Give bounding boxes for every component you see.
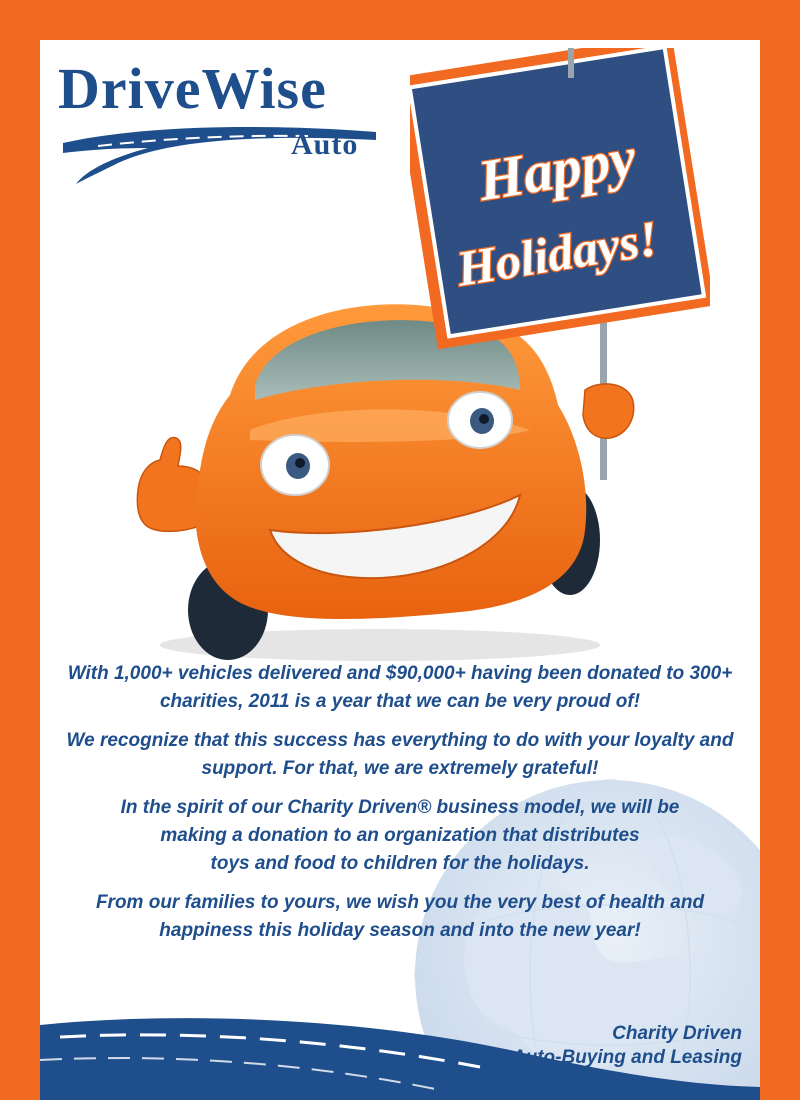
sign-lettering [410,48,710,378]
happy-holidays-sign [410,48,710,378]
logo-subtitle: Auto [291,128,359,161]
holiday-card [40,40,760,1100]
message-line: making a donation to an organization that distributes [160,825,640,846]
message-paragraph: From our families to yours, we wish you the very best of health and happiness this holiday season and into the new year! [95,892,705,941]
tagline-line: Auto-Buying and Leasing [511,1047,742,1068]
message-paragraph: With 1,000+ vehicles delivered and $90,000+ having been donated to 300+ charities, 2011 is a year that we can be very proud of! [67,663,733,712]
tagline-line: Charity Driven [612,1023,742,1044]
drivewise-logo [58,56,388,190]
message-line: toys and food to children for the holidays. [210,853,590,874]
tagline [512,1022,742,1070]
logo-wordmark: DriveWise [58,56,327,121]
holiday-message [60,660,740,956]
message-line: In the spirit of our Charity Driven® business model, we will be [120,797,680,818]
sign-line-holidays: Holidays! [452,209,662,297]
message-paragraph-charity [60,794,740,878]
message-paragraph: We recognize that this success has everything to do with your loyalty and support. For that, we are extremely grateful! [66,730,734,779]
sign-line-happy: Happy [473,124,640,214]
